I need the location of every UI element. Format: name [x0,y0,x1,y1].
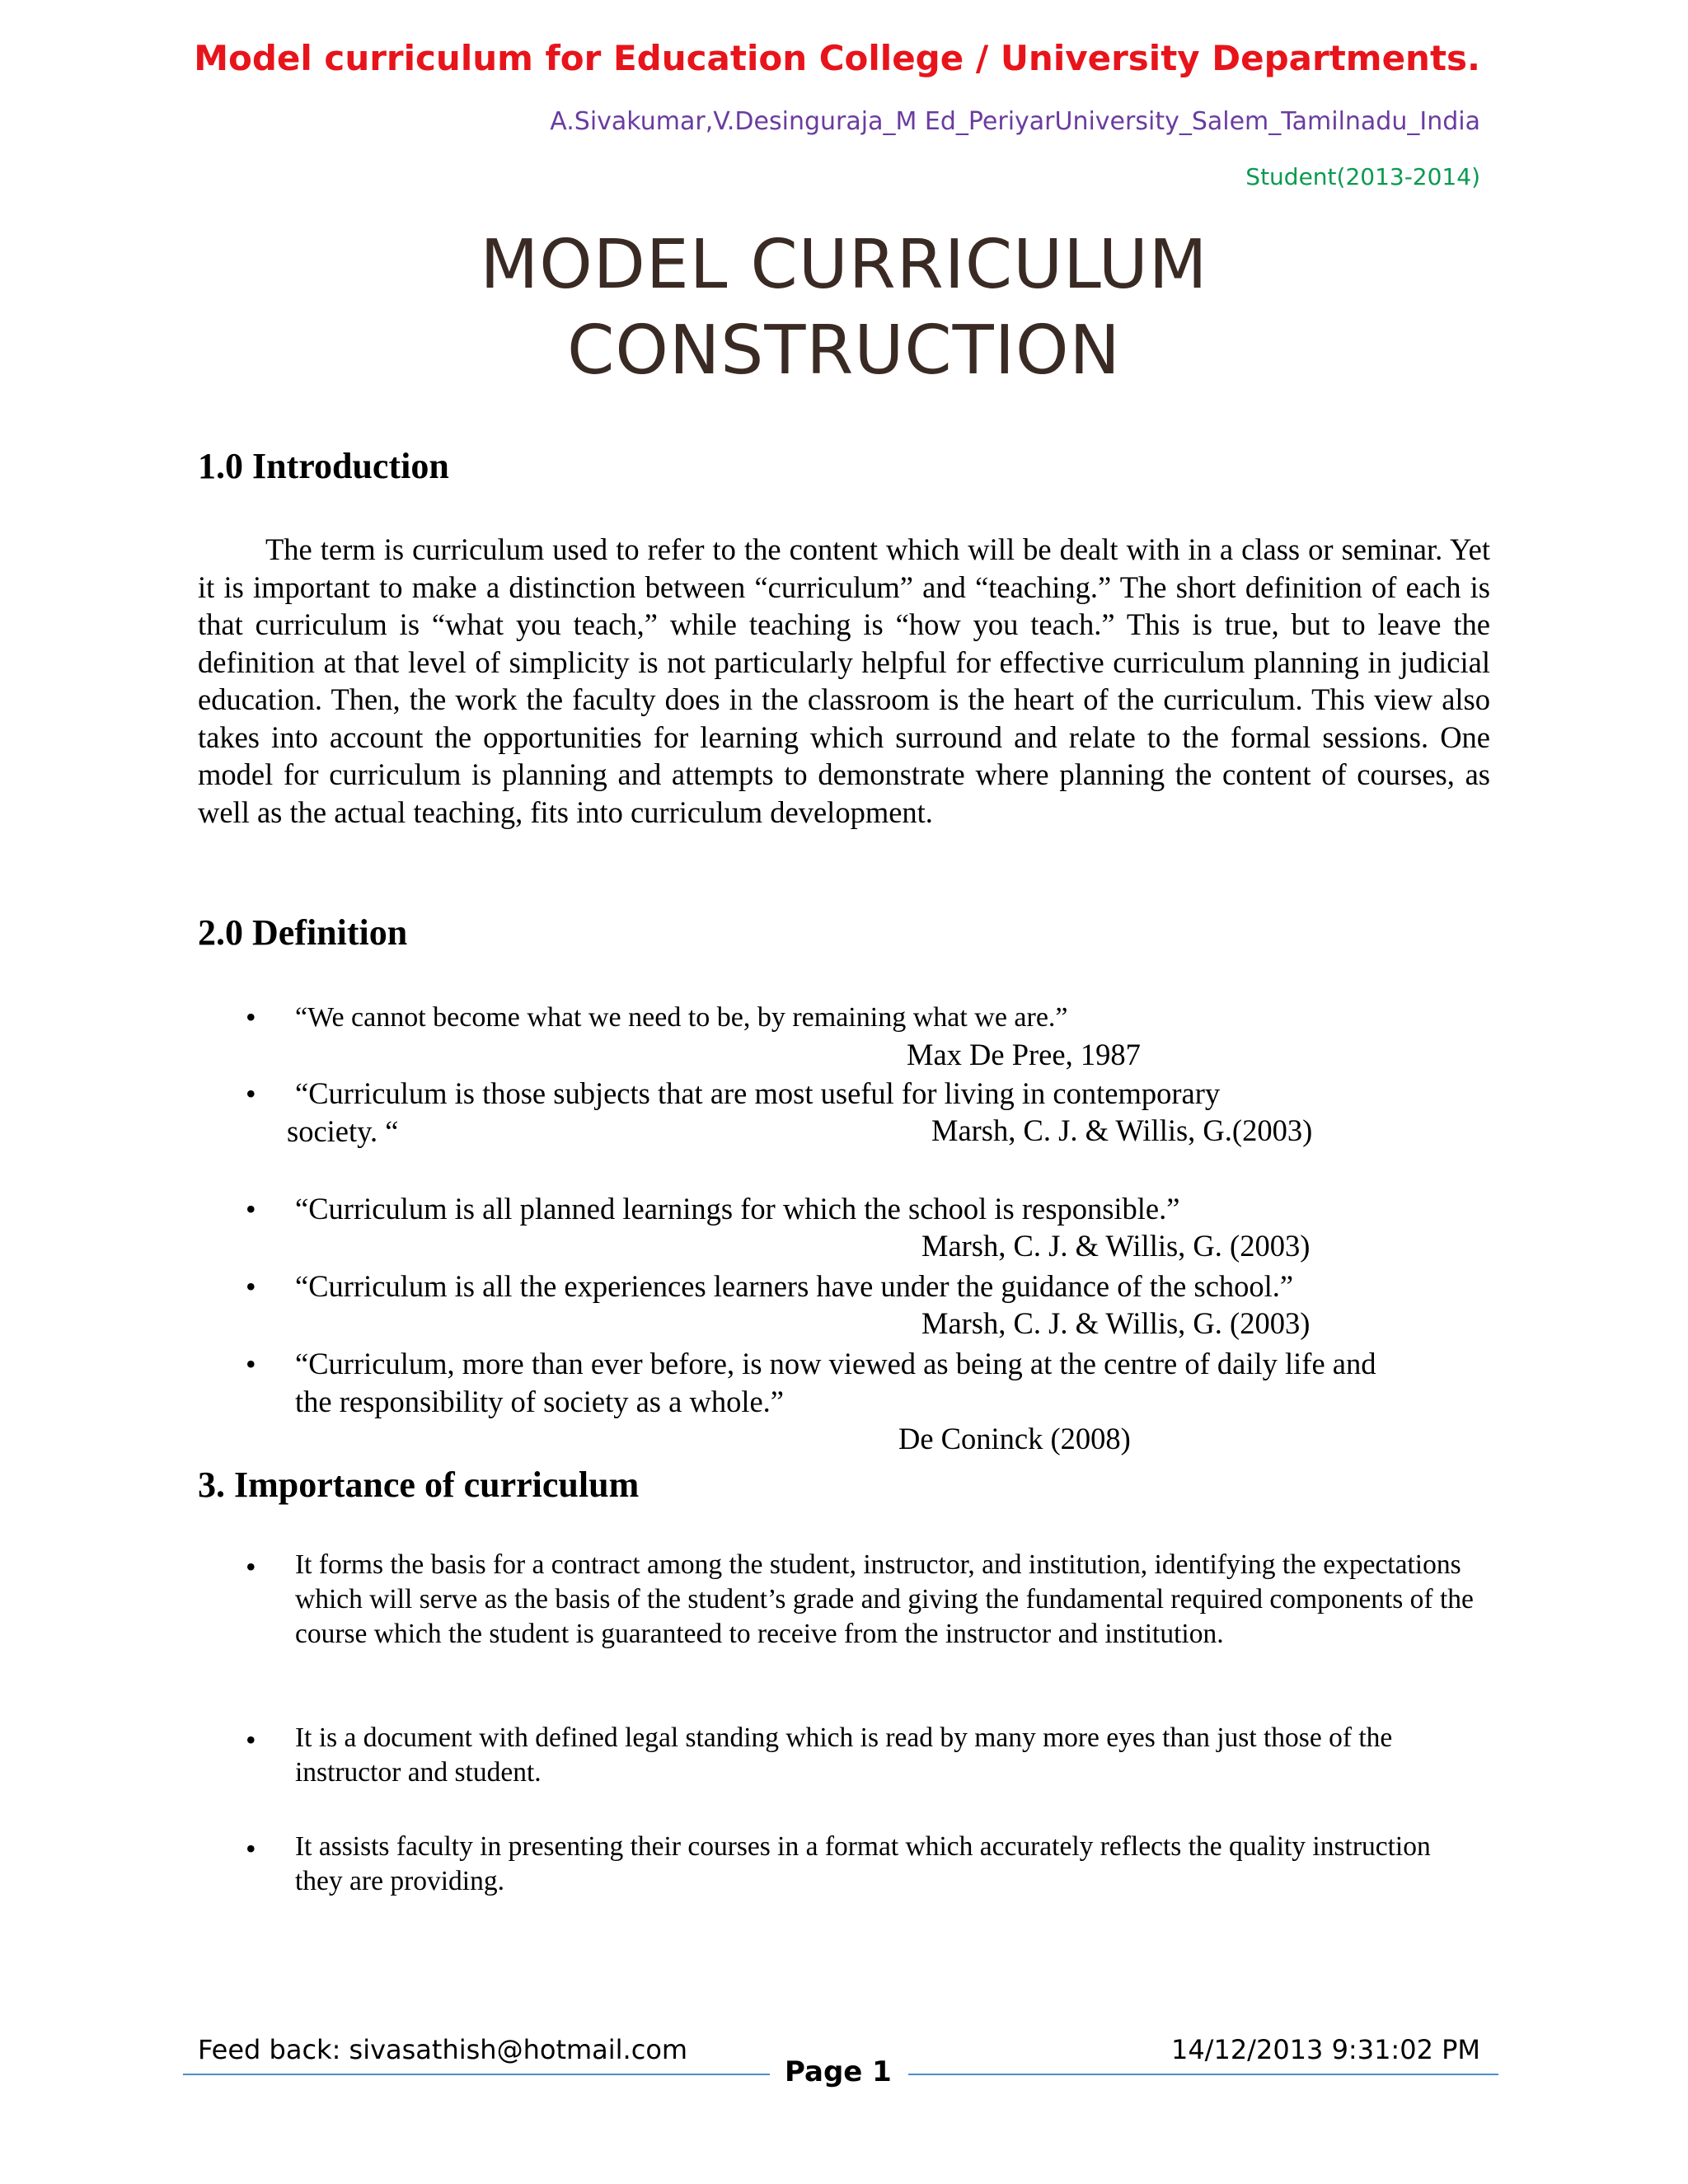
footer-feedback-email: Feed back: sivasathish@hotmail.com [198,2034,688,2065]
definition-attribution-1: Max De Pree, 1987 [907,1038,1141,1071]
section-heading-definition: 2.0 Definition [198,912,408,953]
definition-quote-2-line1: “Curriculum is those subjects that are most useful for living in contemporary [295,1076,1221,1110]
definition-quote-5-line2: the responsibility of society as a whole.” [295,1385,784,1418]
definition-attribution-4: Marsh, C. J. & Willis, G. (2003) [921,1306,1311,1340]
introduction-paragraph [198,531,1490,831]
importance-item-3: It assists faculty in presenting their courses in a format which accurately reflects the quality instruction they are providing. [295,1831,1431,1896]
bullet-icon: • [246,1001,256,1033]
bullet-icon: • [246,1347,256,1380]
bullet-icon: • [246,1193,256,1226]
bullet-icon: • [246,1723,256,1756]
importance-item-1: It forms the basis for a contract among the student, instructor, and institution, identifying the expectations which will serve as the basis of the student’s grade and giving the fundamental required components of the course which the student is guaranteed to receive from the instructor and institution. [295,1549,1474,1649]
importance-item-2: It is a document with defined legal standing which is read by many more eyes than just those of the instructor and student. [295,1722,1393,1788]
definition-quote-5-line1: “Curriculum, more than ever before, is now viewed as being at the centre of daily life and [295,1347,1376,1380]
bullet-icon: • [246,1270,256,1303]
header-authors: A.Sivakumar,V.Desinguraja_M Ed_PeriyarUniversity_Salem_Tamilnadu_India [550,107,1480,136]
footer-page-number: Page 1 [785,2055,892,2088]
footer-rule-right [908,2074,1498,2075]
bullet-icon: • [246,1550,256,1583]
header-title: Model curriculum for Education College / University Departments. [194,38,1480,78]
bullet-icon: • [246,1077,256,1110]
page-title-line1: MODEL CURRICULUM [480,226,1208,304]
definition-quote-1: “We cannot become what we need to be, by remaining what we are.” [295,1002,1068,1033]
definition-attribution-3: Marsh, C. J. & Willis, G. (2003) [921,1229,1311,1263]
header-student: Student(2013-2014) [1245,163,1480,190]
definition-quote-3: “Curriculum is all planned learnings for which the school is responsible.” [295,1192,1180,1226]
page-title-line2: CONSTRUCTION [567,312,1121,390]
footer-timestamp: 14/12/2013 9:31:02 PM [1170,2034,1480,2065]
definition-attribution-5: De Coninck (2008) [898,1422,1131,1455]
section-heading-importance: 3. Importance of curriculum [198,1465,640,1505]
footer-rule-left [183,2074,770,2075]
bullet-icon: • [246,1832,256,1865]
page-title [0,223,1688,394]
definition-quote-4: “Curriculum is all the experiences learners have under the guidance of the school.” [295,1269,1294,1303]
section-heading-introduction: 1.0 Introduction [198,446,449,486]
definition-attribution-2: Marsh, C. J. & Willis, G.(2003) [931,1113,1313,1147]
introduction-text: The term is curriculum used to refer to the content which will be dealt with in a class or seminar. Yet it is important to make a distinction between “curriculum” and “teaching.” The short definition of each is that curriculum is “what you teach,” while teaching is “how you teach.” This is true, but to leave the definition at that level of simplicity is not particularly helpful for effective curriculum planning in judicial education. Then, the work the faculty does in the classroom is the heart of the curriculum. This view also takes into account the opportunities for learning which surround and relate to the formal sessions. One model for curriculum is planning and attempts to demonstrate where planning the content of courses, as well as the actual teaching, fits into curriculum development. [198,532,1490,829]
definition-quote-2-line2: society. “ [287,1114,399,1148]
